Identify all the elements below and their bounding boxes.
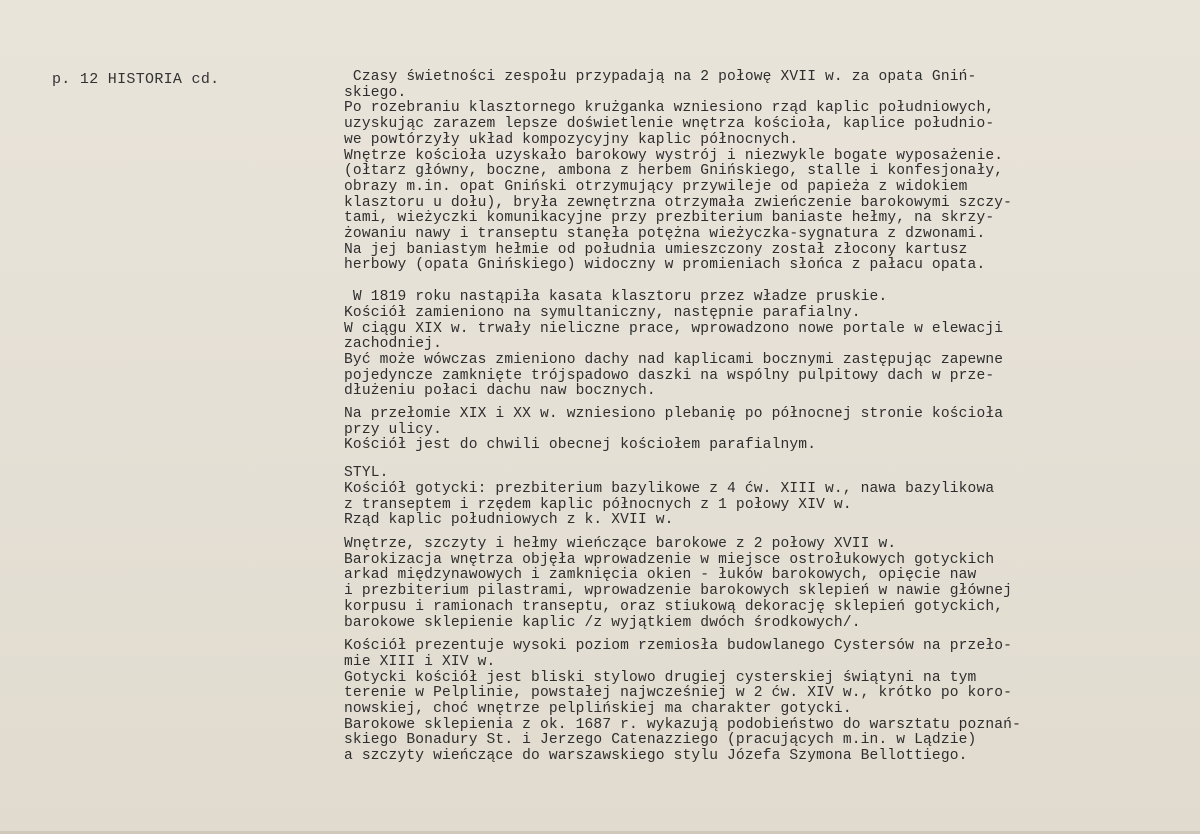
text-line: Kościół prezentuje wysoki poziom rzemiosła budowlanego Cystersów na przeło- [344,638,1013,655]
text-line: terenie w Pelplinie, powstałej najwcześniej w 2 ćw. XIV w., krótko po koro- [344,685,1013,702]
paragraph [344,290,1184,400]
text-line: W 1819 roku nastąpiła kasata klasztoru przez władze pruskie. [344,289,888,306]
text-line: W ciągu XIX w. trwały nieliczne prace, wprowadzono nowe portale w elewacji [344,320,1004,337]
page-reference-heading: p. 12 HISTORIA cd. [52,71,220,88]
text-line: we powtórzyły układ kompozycyjny kaplic północnych. [344,131,799,148]
text-line: i prezbiterium pilastrami, wprowadzenie barokowych sklepień w nawie głównej [344,583,1013,600]
text-line: barokowe sklepienie kaplic /z wyjątkiem dwóch środkowych/. [344,614,861,631]
text-line: Kościół gotycki: prezbiterium bazylikowe z 4 ćw. XIII w., nawa bazylikowa [344,480,995,497]
text-line: Być może wówczas zmieniono dachy nad kaplicami bocznymi zastępując zapewne [344,351,1004,368]
text-line: Czasy świetności zespołu przypadają na 2 połowę XVII w. za opata Gniń- [344,69,977,85]
text-line: Na jej baniastym hełmie od południa umieszczony został złocony kartusz [344,241,968,258]
text-line: Barokizacja wnętrza objęła wprowadzenie w miejsce ostrołukowych gotyckich [344,551,995,568]
text-line: skiego Bonadury St. i Jerzego Catenazziego (pracujących m.in. w Lądzie) [344,732,977,749]
text-line: Wnętrze, szczyty i hełmy wieńczące barokowe z 2 połowy XVII w. [344,535,897,552]
text-line: Na przełomie XIX i XX w. wzniesiono plebanię po północnej stronie kościoła [344,406,1004,423]
text-line: Barokowe sklepienia z ok. 1687 r. wykazują podobieństwo do warsztatu poznań- [344,716,1021,733]
text-line: Kościół jest do chwili obecnej kościołem parafialnym. [344,437,817,454]
text-line: z transeptem i rzędem kaplic północnych z 1 połowy XIV w. [344,496,852,513]
paragraph [344,639,1184,765]
text-line: zachodniej. [344,336,442,353]
text-line: uzyskując zarazem lepsze doświetlenie wnętrza kościoła, kaplice południo- [344,116,995,133]
text-line: Po rozebraniu klasztornego krużganka wzniesiono rząd kaplic południowych, [344,100,995,117]
text-line: przy ulicy. [344,421,442,438]
text-line: Rząd kaplic południowych z k. XVII w. [344,512,674,529]
text-line: klasztoru u dołu), bryła zewnętrzna otrzymała zwieńczenie barokowymi szczy- [344,194,1013,211]
text-line: tami, wieżyczki komunikacyjne przy prezbiterium baniaste hełmy, na skrzy- [344,210,995,227]
paragraph [344,466,1184,529]
text-line: Wnętrze kościoła uzyskało barokowy wystrój i niezwykle bogate wyposażenie. [344,147,1004,164]
paragraph [344,407,1184,454]
text-line: Kościół zamieniono na symultaniczny, następnie parafialny. [344,304,861,321]
text-line: dłużeniu połaci dachu naw bocznych. [344,383,656,400]
text-line: żowaniu nawy i transeptu stanęła potężna wieżyczka-sygnatura z dzwonami. [344,226,986,243]
document-body [344,70,1184,765]
text-line: korpusu i ramionach transeptu, oraz stiukową dekorację sklepień gotyckich, [344,598,1004,615]
paragraph [344,70,1184,274]
text-line: (ołtarz główny, boczne, ambona z herbem Gnińskiego, stalle i konfesjonały, [344,163,1004,180]
text-line: skiego. [344,84,407,101]
text-line: STYL. [344,465,389,482]
text-line: nowskiej, choć wnętrze pelplińskiej ma charakter gotycki. [344,701,852,718]
text-line: Gotycki kościół jest bliski stylowo drugiej cysterskiej świątyni na tym [344,669,977,686]
text-line: mie XIII i XIV w. [344,653,496,670]
text-line: herbowy (opata Gnińskiego) widoczny w promieniach słońca z pałacu opata. [344,257,986,274]
text-line: a szczyty wieńczące do warszawskiego stylu Józefa Szymona Bellottiego. [344,748,968,765]
text-line: obrazy m.in. opat Gniński otrzymujący przywileje od papieża z widokiem [344,178,968,195]
text-line: arkad międzynawowych i zamknięcia okien - łuków barokowych, opięcie naw [344,567,977,584]
text-line: pojedyncze zamknięte trójspadowo daszki na wspólny pulpitowy dach w prze- [344,367,995,384]
paragraph [344,537,1184,631]
